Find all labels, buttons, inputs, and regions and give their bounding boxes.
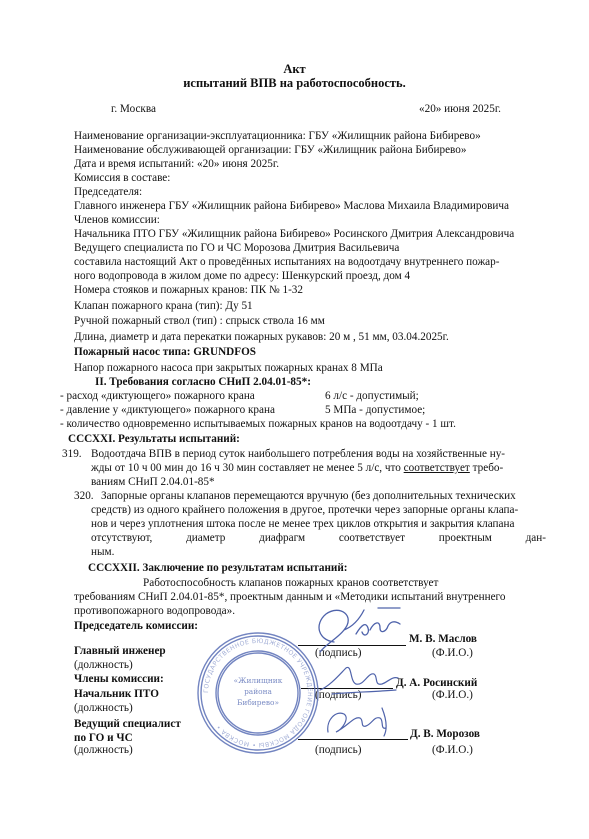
sig-1-fio-caption: (Ф.И.О.) xyxy=(432,647,473,659)
member-2: Ведущего специалиста по ГО и ЧС Морозова Дмитрия Васильевича xyxy=(74,242,400,254)
result-1-line-2 xyxy=(91,462,503,475)
result-1-line-3: ваниям СНиП 2.04.01-85* xyxy=(91,476,215,488)
result-2-line-2: средств) из одного крайнего положения в другое, протечки через запорные органы клапа- xyxy=(91,504,519,516)
valve-type: Клапан пожарного крана (тип): Ду 51 xyxy=(74,300,253,312)
result-2-word-3: диафрагм xyxy=(259,532,306,544)
pump-type: Пожарный насос типа: GRUNDFOS xyxy=(74,346,257,358)
result-2-word-1: отсутствуют, xyxy=(91,532,153,544)
result-2-line-1: Запорные органы клапанов перемещаются вручную (без дополнительных технических xyxy=(101,490,516,502)
stamp-inner-1: «Жилищник xyxy=(233,676,283,685)
result-1-line-2-end: требо- xyxy=(469,462,504,474)
result-2-word-4: соответствует xyxy=(338,532,406,544)
act-text-2: ного водопровода в жилом доме по адресу: Шенкурский проезд, дом 4 xyxy=(74,270,411,282)
document-title: Акт xyxy=(283,62,306,76)
sig-1-role: Главный инженер xyxy=(74,645,166,657)
sig-3-role-1: Ведущий специалист xyxy=(74,718,181,730)
conclusion-line-1: Работоспособность клапанов пожарных кранов соответствует xyxy=(143,577,439,589)
result-1-underlined: соответствует xyxy=(403,462,470,474)
commission-label: Комиссия в составе: xyxy=(74,172,171,184)
sig-1-position-caption: (должность) xyxy=(74,659,133,671)
document-subtitle: испытаний ВПВ на работоспособность. xyxy=(183,76,406,90)
req-3: - количество одновременно испытываемых пожарных кранов на водоотдачу - 1 шт. xyxy=(60,418,456,430)
city: г. Москва xyxy=(111,103,156,115)
stamp-inner-2: района xyxy=(244,687,272,696)
signature-maslov xyxy=(304,600,414,660)
req-1-label: - расход «диктующего» пожарного крана xyxy=(60,390,255,402)
date: «20» июня 2025г. xyxy=(419,103,501,115)
nozzle-type: Ручной пожарный ствол (тип) : спрыск ствола 16 мм xyxy=(74,315,325,327)
sig-2-fio-caption: (Ф.И.О.) xyxy=(432,689,473,701)
members-signature-label: Члены комиссии: xyxy=(74,673,164,685)
signature-morozov xyxy=(318,702,400,742)
sig-3-position-caption: (должность) xyxy=(74,744,133,756)
sig-1-sign-caption: (подпись) xyxy=(315,647,362,659)
hose-info: Длина, диаметр и дата перекатки пожарных рукавов: 20 м , 51 мм, 03.04.2025г. xyxy=(74,331,449,343)
req-2-label: - давление у «диктующего» пожарного крана xyxy=(60,404,275,416)
sig-2-sign-caption: (подпись) xyxy=(315,689,362,701)
result-1-line-1: Водоотдача ВПВ в период суток наибольшего потребления воды на хозяйственные ну- xyxy=(91,448,506,460)
test-datetime: Дата и время испытаний: «20» июня 2025г. xyxy=(74,158,280,170)
req-2-value: 5 МПа - допустимое; xyxy=(325,404,426,416)
org-operator: Наименование организации-эксплуатационника: ГБУ «Жилищник района Бибирево» xyxy=(74,130,481,142)
sig-2-position-caption: (должность) xyxy=(74,702,133,714)
chair-label: Председателя: xyxy=(74,186,143,198)
result-2-word-2: диаметр xyxy=(186,532,226,544)
sig-3-name: Д. В. Морозов xyxy=(410,728,480,740)
req-1-value: 6 л/с - допустимый; xyxy=(325,390,419,402)
sig-3-sign-caption: (подпись) xyxy=(315,744,362,756)
result-2-word-5: проектным xyxy=(438,532,492,544)
result-2-number: 320. xyxy=(74,490,94,502)
result-2-line-4 xyxy=(91,532,546,545)
sig-3-fio-caption: (Ф.И.О.) xyxy=(432,744,473,756)
member-1: Начальника ПТО ГБУ «Жилищник района Бибирево» Росинского Дмитрия Александровича xyxy=(74,228,515,240)
chair-person: Главного инженера ГБУ «Жилищник района Бибирево» Маслова Михаила Владимировича xyxy=(74,200,509,212)
requirements-heading: II. Требования согласно СНиП 2.04.01-85*: xyxy=(95,376,311,388)
result-1-number: 319. xyxy=(62,448,82,460)
signature-rosinsky xyxy=(312,662,404,700)
stands-numbers: Номера стояков и пожарных кранов: ПК № 1-32 xyxy=(74,284,303,296)
svg-text:ГОСУДАРСТВЕННОЕ БЮДЖЕТНОЕ УЧРЕ: ГОСУДАРСТВЕННОЕ БЮДЖЕТНОЕ УЧРЕЖДЕНИЕ ГОРОДА МОСКВЫ • МОСКВА • xyxy=(202,637,314,749)
sig-1-name: М. В. Маслов xyxy=(409,633,477,645)
result-1-line-2-text: жды от 10 ч 00 мин до 16 ч 30 мин составляет не менее 5 л/с, что xyxy=(91,462,404,474)
sig-3-role-2: по ГО и ЧС xyxy=(74,732,133,744)
sig-2-name: Д. А. Росинский xyxy=(396,677,478,689)
result-2-line-5: ным. xyxy=(91,546,115,558)
sig-2-role: Начальник ПТО xyxy=(74,688,159,700)
result-2-word-6: дан- xyxy=(525,532,546,544)
act-text-1: составила настоящий Акт о проведённых испытаниях на водоотдачу внутреннего пожар- xyxy=(74,256,500,268)
conclusion-heading: СССХХII. Заключение по результатам испытаний: xyxy=(88,562,348,574)
members-label: Членов комиссии: xyxy=(74,214,160,226)
results-heading: СССХХI. Результаты испытаний: xyxy=(68,433,240,445)
result-2-line-3: нов и через уплотнения штока после не менее трех циклов открытия и закрытия клапана xyxy=(91,518,515,530)
commission-chair-label: Председатель комиссии: xyxy=(74,620,199,632)
organization-stamp xyxy=(196,631,320,755)
conclusion-line-3: противопожарного водопровода». xyxy=(74,605,236,617)
org-service: Наименование обслуживающей организации: ГБУ «Жилищник района Бибирево» xyxy=(74,144,467,156)
conclusion-line-2: требованиям СНиП 2.04.01-85*, проектным данным и «Методики испытаний внутреннего xyxy=(74,591,506,603)
stamp-inner-3: Бибирево» xyxy=(237,698,279,707)
pump-head: Напор пожарного насоса при закрытых пожарных кранах 8 МПа xyxy=(74,362,383,374)
